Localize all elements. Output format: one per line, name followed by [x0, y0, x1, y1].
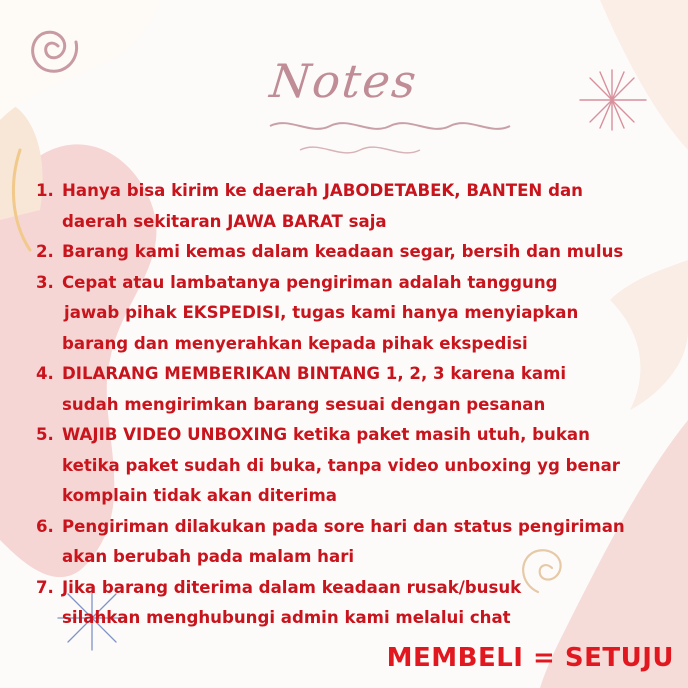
item-line: barang dan menyerahkan kepada pihak ekspedisi — [62, 333, 528, 353]
list-item-5 — [36, 420, 666, 512]
item-number: 2. — [36, 242, 54, 261]
item-number: 4. — [36, 364, 54, 383]
item-line: Hanya bisa kirim ke daerah JABODETABEK, BANTEN dan — [62, 181, 583, 200]
item-line: Barang kami kemas dalam keadaan segar, bersih dan mulus — [62, 242, 624, 261]
item-line: DILARANG MEMBERIKAN BINTANG 1, 2, 3 karena kami — [62, 364, 567, 383]
item-number: 5. — [36, 425, 54, 444]
notes-list — [36, 176, 666, 634]
item-line: silahkan menghubungi admin kami melalui chat — [62, 608, 511, 627]
list-item-7 — [36, 573, 666, 634]
item-line: daerah sekitaran JAWA BARAT saja — [62, 211, 387, 231]
list-item-1 — [36, 176, 666, 237]
wave-underline — [270, 123, 510, 129]
item-line: Jika barang diterima dalam keadaan rusak/busuk — [62, 577, 522, 597]
item-line: ketika paket sudah di buka, tanpa video unboxing yg benar — [62, 455, 620, 475]
agreement-footer: MEMBELI = SETUJU — [386, 643, 674, 673]
list-item-4 — [36, 359, 666, 420]
notes-title: Notes — [267, 54, 421, 108]
list-item-2 — [36, 237, 666, 268]
item-number: 7. — [36, 577, 54, 597]
wave-underline-2 — [300, 147, 420, 153]
item-line: akan berubah pada malam hari — [62, 547, 355, 566]
item-number: 1. — [36, 181, 54, 200]
item-line: komplain tidak akan diterima — [62, 486, 337, 505]
item-line: WAJIB VIDEO UNBOXING ketika paket masih utuh, bukan — [62, 425, 590, 444]
item-line: Cepat atau lambatanya pengiriman adalah tanggung — [62, 272, 558, 292]
item-number: 6. — [36, 516, 54, 536]
list-item-6 — [36, 512, 666, 573]
item-line: jawab pihak EKSPEDISI, tugas kami hanya menyiapkan — [64, 303, 579, 322]
item-line: sudah mengirimkan barang sesuai dengan pesanan — [62, 394, 546, 414]
item-line: Pengiriman dilakukan pada sore hari dan status pengiriman — [62, 516, 625, 536]
item-number: 3. — [36, 272, 54, 292]
list-item-3 — [36, 268, 666, 360]
